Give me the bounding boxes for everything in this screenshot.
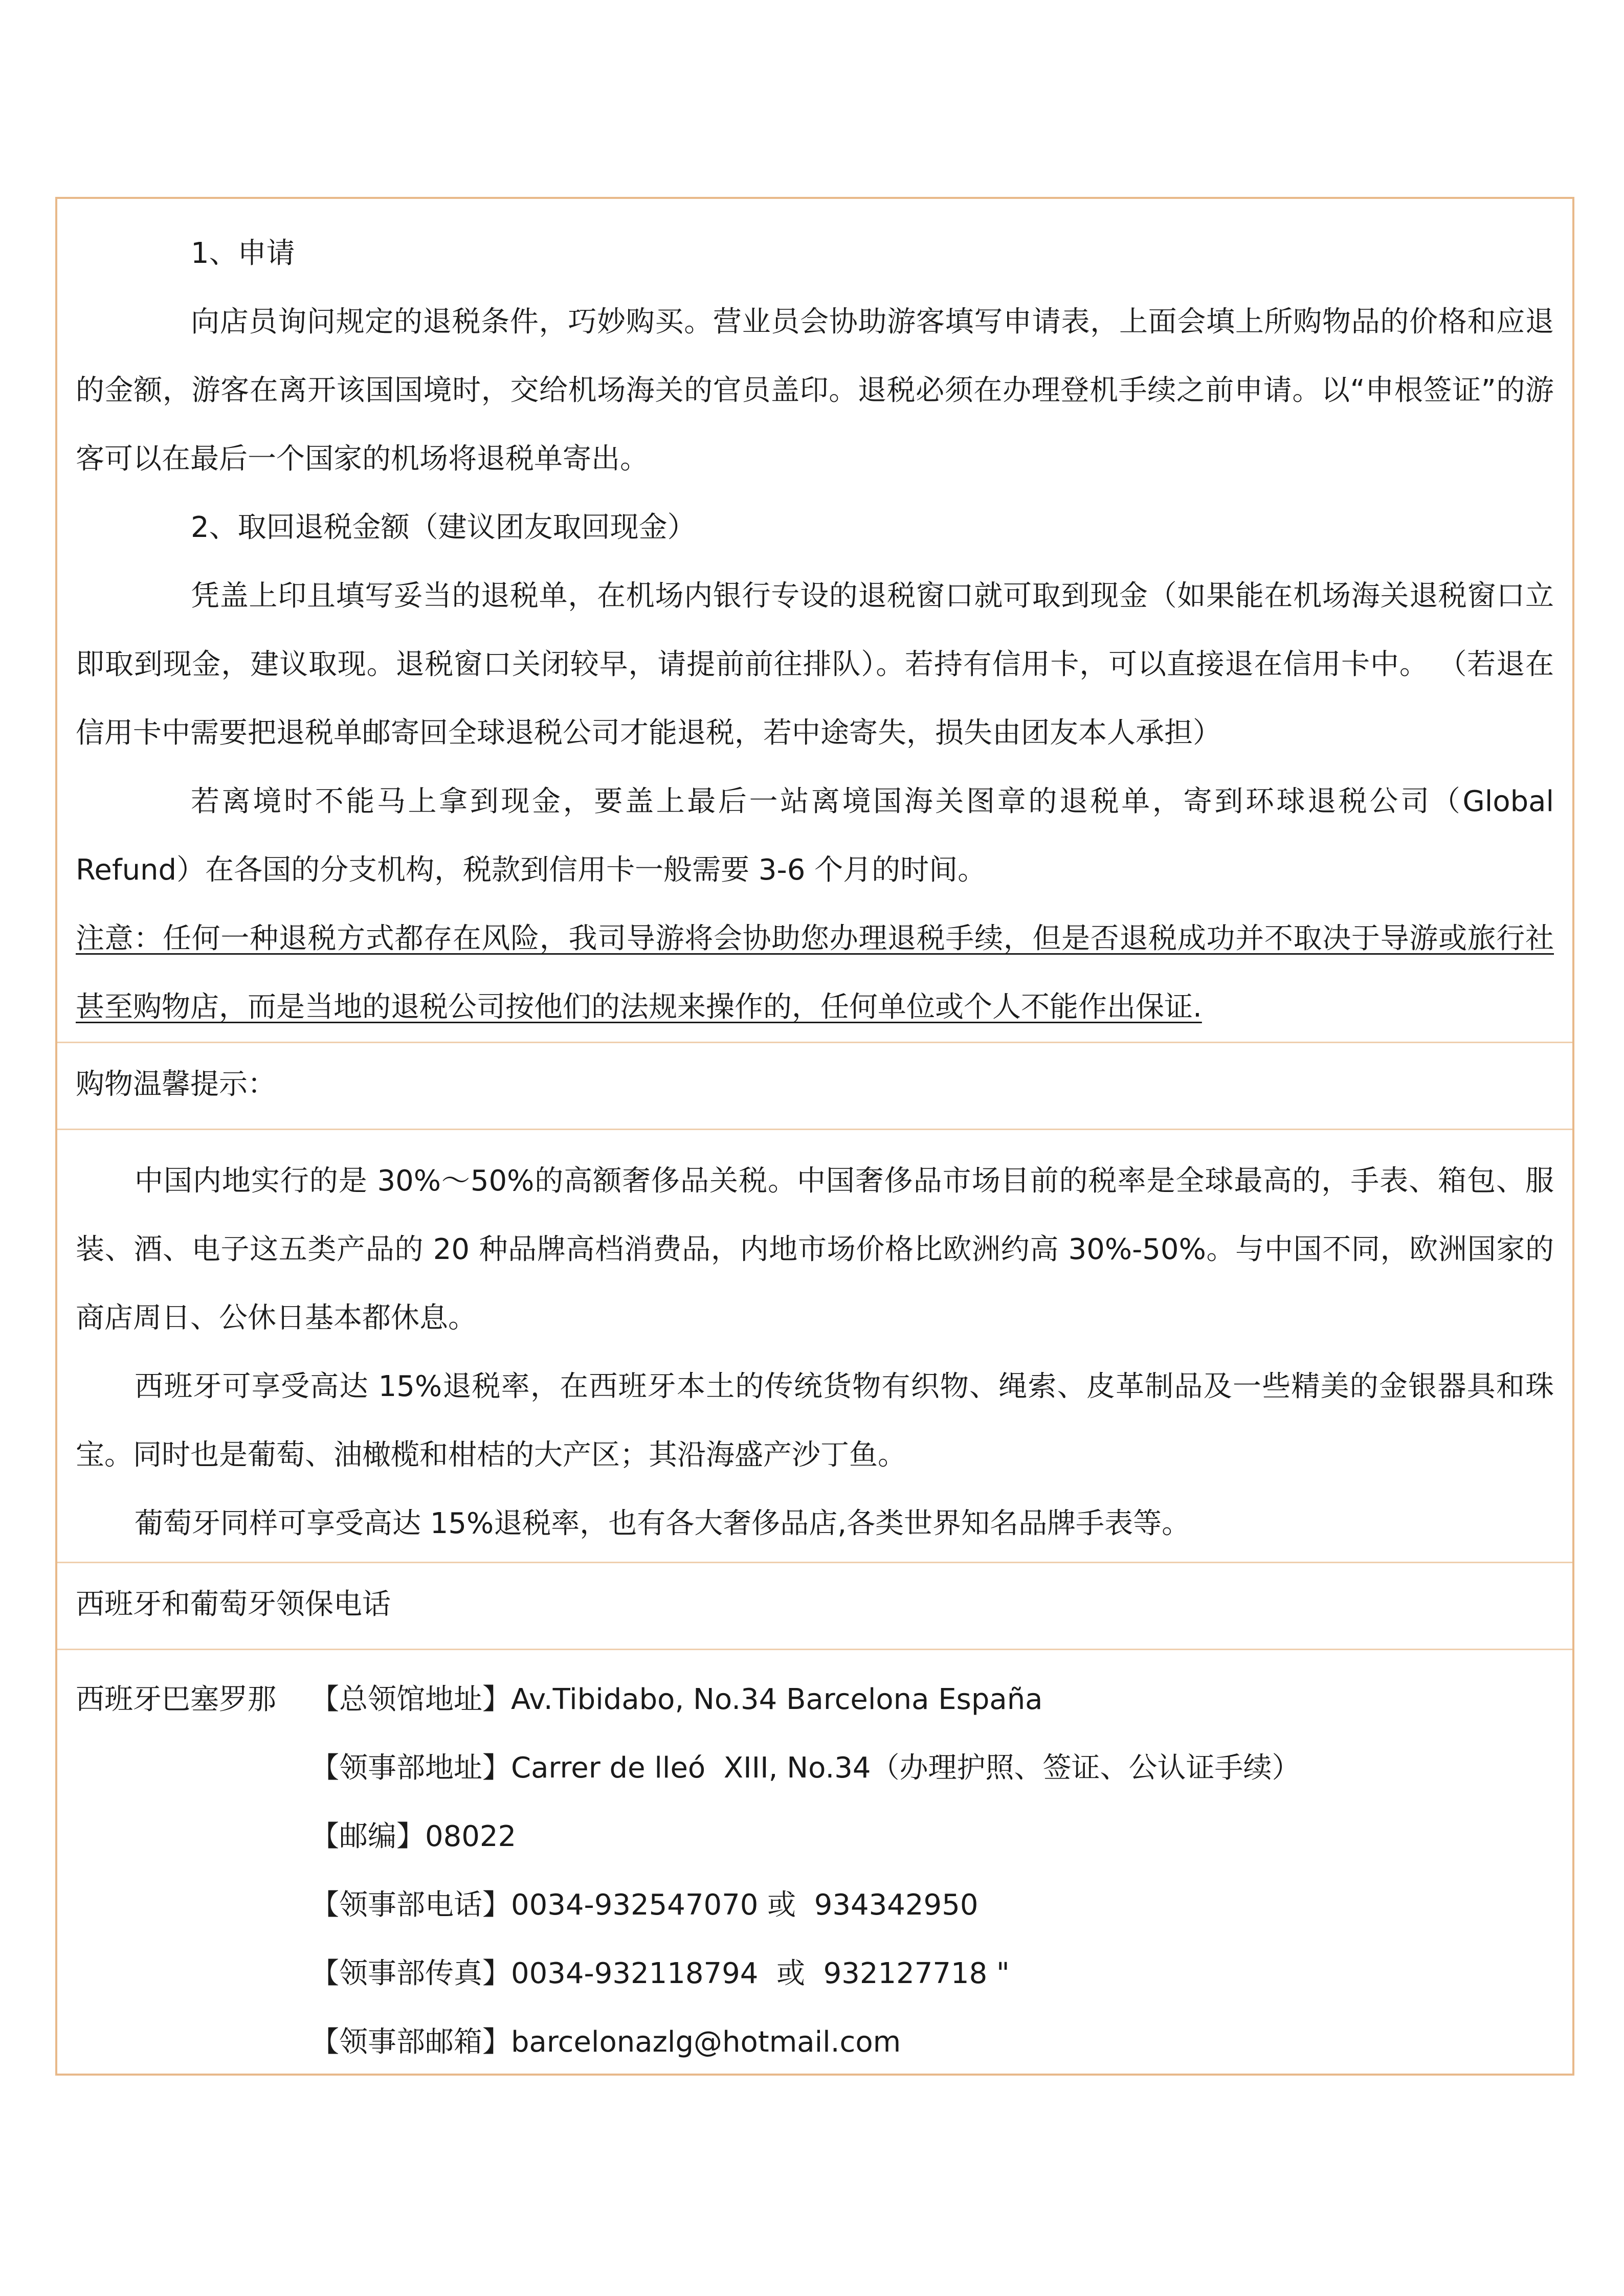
consulate-city: 西班牙巴塞罗那 (76, 1683, 276, 1716)
divider (57, 1129, 1572, 1130)
postcode: 【邮编】08022 (310, 1820, 517, 1853)
consular-phone: 【领事部电话】0034-932547070 或 934342950 (310, 1888, 978, 1922)
heading-apply: 1、申请 (191, 237, 295, 270)
divider (57, 1649, 1572, 1650)
collect-paragraph: 凭盖上印且填写妥当的退税单，在机场内银行专设的退税窗口就可取到现金（如果能在机场海关退税窗口立即取到现金，建议取现。退税窗口关闭较早，请提前前往排队）。若持有信用卡，可以直接退在信用卡中。 （若退在信用卡中需要把退税单邮寄回全球退税公司才能退税，若中途寄失，损失由团友本人承担） (76, 579, 1554, 750)
tips-paragraph-spain: 西班牙可享受高达 15%退税率，在西班牙本土的传统货物有织物、绳索、皮革制品及一些精美的金银器具和珠宝。同时也是葡萄、油橄榄和柑桔的大产区；其沿海盛产沙丁鱼。 (76, 1370, 1554, 1472)
consulate-address: 【总领馆地址】Av.Tibidabo, No.34 Barcelona España (310, 1683, 1043, 1716)
mail-refund-paragraph: 若离境时不能马上拿到现金，要盖上最后一站离境国海关图章的退税单，寄到环球退税公司（Global Refund）在各国的分支机构，税款到信用卡一般需要 3-6 个月的时间。 (76, 785, 1554, 887)
consulate-title: 西班牙和葡萄牙领保电话 (76, 1588, 391, 1621)
risk-notice: 注意：任何一种退税方式都存在风险，我司导游将会协助您办理退税手续，但是否退税成功并不取决于导游或旅行社甚至购物店，而是当地的退税公司按他们的法规来操作的，任何单位或个人不能作出保证. (76, 922, 1554, 1024)
tips-paragraph-china: 中国内地实行的是 30%～50%的高额奢侈品关税。中国奢侈品市场目前的税率是全球最高的，手表、箱包、服装、酒、电子这五类产品的 20 种品牌高档消费品，内地市场价格比欧洲约高 30%-50%。与中国不同，欧洲国家的商店周日、公休日基本都休息。 (76, 1164, 1554, 1335)
apply-paragraph: 向店员询问规定的退税条件，巧妙购买。营业员会协助游客填写申请表，上面会填上所购物品的价格和应退的金额，游客在离开该国国境时，交给机场海关的官员盖印。退税必须在办理登机手续之前申请。以“申根签证”的游客可以在最后一个国家的机场将退税单寄出。 (76, 305, 1554, 476)
tips-paragraph-portugal: 葡萄牙同样可享受高达 15%退税率，也有各大奢侈品店,各类世界知名品牌手表等。 (135, 1507, 1191, 1540)
refund-section (76, 219, 1554, 1042)
tips-section (76, 1147, 1554, 1558)
tips-title: 购物温馨提示： (76, 1068, 276, 1101)
consular-fax: 【领事部传真】0034-932118794 或 932127718 " (310, 1957, 1010, 1990)
consulate-section (57, 1665, 1572, 2075)
content-table (55, 197, 1574, 2076)
consular-dept-address: 【领事部地址】Carrer de lleó XIII, No.34（办理护照、签证、公认证手续） (310, 1751, 1301, 1785)
consulate-details (310, 1665, 1301, 2077)
consular-email: 【领事部邮箱】barcelonazlg@hotmail.com (310, 2025, 901, 2059)
heading-collect-refund: 2、取回退税金额（建议团友取回现金） (191, 511, 696, 544)
